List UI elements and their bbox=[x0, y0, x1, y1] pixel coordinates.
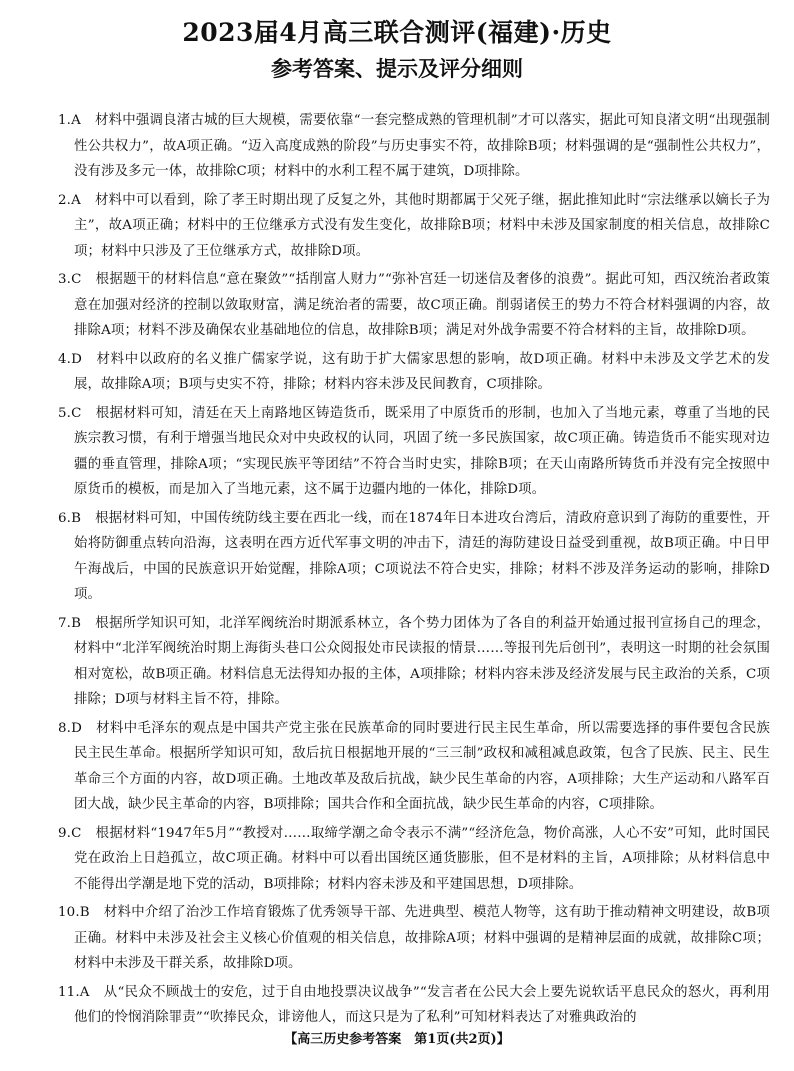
answer-number: 11.A bbox=[58, 984, 90, 1000]
answer-explanation: 材料中介绍了治沙工作培育锻炼了优秀领导干部、先进典型、模范人物等，这有助于推动精神文明建设，故B项正确。材料中未涉及社会主义核心价值观的相关信息，故排除A项；材料中强调的是精神层面的成就，故排除C项；材料中未涉及干群关系，故排除D项。 bbox=[74, 905, 770, 971]
answer-item-1 bbox=[58, 108, 770, 185]
answer-number: 9.C bbox=[58, 825, 82, 841]
answer-explanation: 从“民众不顾战士的安危，过于自由地投票决议战争”“发言者在公民大会上要先说软话平息民众的怒火，再利用他们的怜悯消除罪责”“吹捧民众，诽谤他人，而这只是为了私利”可知材料表达了对雅典政治的 bbox=[74, 984, 770, 1025]
answer-item-3 bbox=[58, 267, 770, 344]
answer-item-5 bbox=[58, 401, 770, 503]
answer-explanation: 材料中强调良渚古城的巨大规模，需要依靠“一套完整成熟的管理机制”才可以落实，据此可知良渚文明“出现强制性公共权力”，故A项正确。“迈入高度成熟的阶段”与历史事实不符，故排除B项；材料强调的是“强制性公共权力”，没有涉及多元一体，故排除C项；材料中的水利工程不属于建筑，D项排除。 bbox=[74, 113, 770, 179]
answer-list bbox=[58, 108, 770, 1034]
answer-explanation: 根据材料可知，清廷在天上南路地区铸造货币，既采用了中原货币的形制，也加入了当地元素，尊重了当地的民族宗教习惯，有利于增强当地民众对中央政权的认同，巩固了统一多民族国家，故C项正确。铸造货币不能实现对边疆的垂直管理，排除A项；“实现民族平等团结”不符合当时史实，排除B项；在天山南路所铸货币并没有完全按照中原货币的模板，而是加入了当地元素，这不属于边疆内地的一体化，排除D项。 bbox=[74, 405, 770, 497]
answer-explanation: 根据材料“1947年5月”“教授对……取缔学潮之命令表示不满”“经济危急，物价高涨，人心不安”可知，此时国民党在政治上日趋孤立，故C项正确。材料中可以看出国统区通货膨胀，但不是材料的主旨，A项排除；从材料信息中不能得出学潮是地下党的活动，B项排除；材料内容未涉及和平建国思想，D项排除。 bbox=[74, 825, 770, 892]
answer-item-8 bbox=[58, 716, 770, 818]
page-title: 2023届4月高三联合测评(福建)·历史 bbox=[182, 18, 612, 47]
page-footer: 【高三历史参考答案 第1页(共2页)】 bbox=[284, 1032, 510, 1047]
answer-item-11 bbox=[58, 980, 770, 1031]
answer-item-4 bbox=[58, 347, 770, 398]
answer-explanation: 材料中毛泽东的观点是中国共产党主张在民族革命的同时要进行民主民生革命，所以需要选择的事件要包含民族民主民生革命。根据所学知识可知，敌后抗日根据地开展的“三三制”政权和减租减息政策，包含了民族、民主、民生革命三个方面的内容，故D项正确。土地改革及敌后抗战，缺少民生革命的内容，A项排除；大生产运动和八路军百团大战，缺少民主革命的内容，B项排除；国共合作和全面抗战，缺少民生革命的内容，C项排除。 bbox=[74, 720, 770, 812]
answer-number: 7.B bbox=[58, 615, 82, 631]
answer-explanation: 材料中可以看到，除了孝王时期出现了反复之外，其他时期都属于父死子继，据此推知此时“宗法继承以嫡长子为主”，故A项正确；材料中的王位继承方式没有发生变化，故排除B项；材料中未涉及国家制度的相关信息，故排除C项；材料中只涉及了王位继承方式，故排除D项。 bbox=[74, 192, 770, 259]
answer-number: 6.B bbox=[58, 510, 82, 526]
answer-item-2 bbox=[58, 188, 770, 265]
answer-number: 8.D bbox=[58, 720, 82, 736]
answer-explanation: 材料中以政府的名义推广儒家学说，这有助于扩大儒家思想的影响，故D项正确。材料中未涉及文学艺术的发展，故排除A项；B项与史实不符，排除；材料内容未涉及民间教育，C项排除。 bbox=[74, 351, 770, 392]
page-subtitle: 参考答案、提示及评分细则 bbox=[271, 56, 523, 81]
answer-item-10 bbox=[58, 900, 770, 977]
answer-explanation: 根据材料可知，中国传统防线主要在西北一线，而在1874年日本进攻台湾后，清政府意识到了海防的重要性，开始将防御重点转向沿海，这表明在西方近代军事文明的冲击下，清廷的海防建设日益受到重视，故B项正确。中日甲午海战后，中国的民族意识开始觉醒，排除A项；C项说法不符合史实，排除；材料不涉及洋务运动的影响，排除D项。 bbox=[74, 510, 770, 602]
answer-number: 3.C bbox=[58, 272, 82, 287]
answer-number: 5.C bbox=[58, 405, 82, 421]
answer-number: 10.B bbox=[58, 905, 90, 920]
answer-item-6 bbox=[58, 506, 770, 608]
answer-number: 1.A bbox=[58, 113, 81, 128]
answer-item-7 bbox=[58, 611, 770, 713]
answer-explanation: 根据题干的材料信息“意在聚敛”“括削富人财力”“弥补宫廷一切迷信及奢侈的浪费”。据此可知，西汉统治者政策意在加强对经济的控制以敛取财富，满足统治者的需要，故C项正确。削弱诸侯王的势力不符合材料强调的内容，故排除A项；材料不涉及确保农业基础地位的信息，故排除B项；满足对外战争需要不符合材料的主旨，故排除D项。 bbox=[74, 272, 770, 338]
answer-number: 2.A bbox=[58, 192, 81, 208]
answer-number: 4.D bbox=[58, 351, 82, 367]
answer-explanation: 根据所学知识可知，北洋军阀统治时期派系林立，各个势力团体为了各自的利益开始通过报刊宣扬自己的理念，材料中“北洋军阀统治时期上海街头巷口公众阅报处市民读报的情景……等报刊先后创刊”，表明这一时期的社会氛围相对宽松，故B项正确。材料信息无法得知办报的主体，A项排除；材料内容未涉及经济发展与民主政治的关系，C项排除；D项与材料主旨不符，排除。 bbox=[74, 615, 770, 707]
answer-item-9 bbox=[58, 821, 770, 898]
